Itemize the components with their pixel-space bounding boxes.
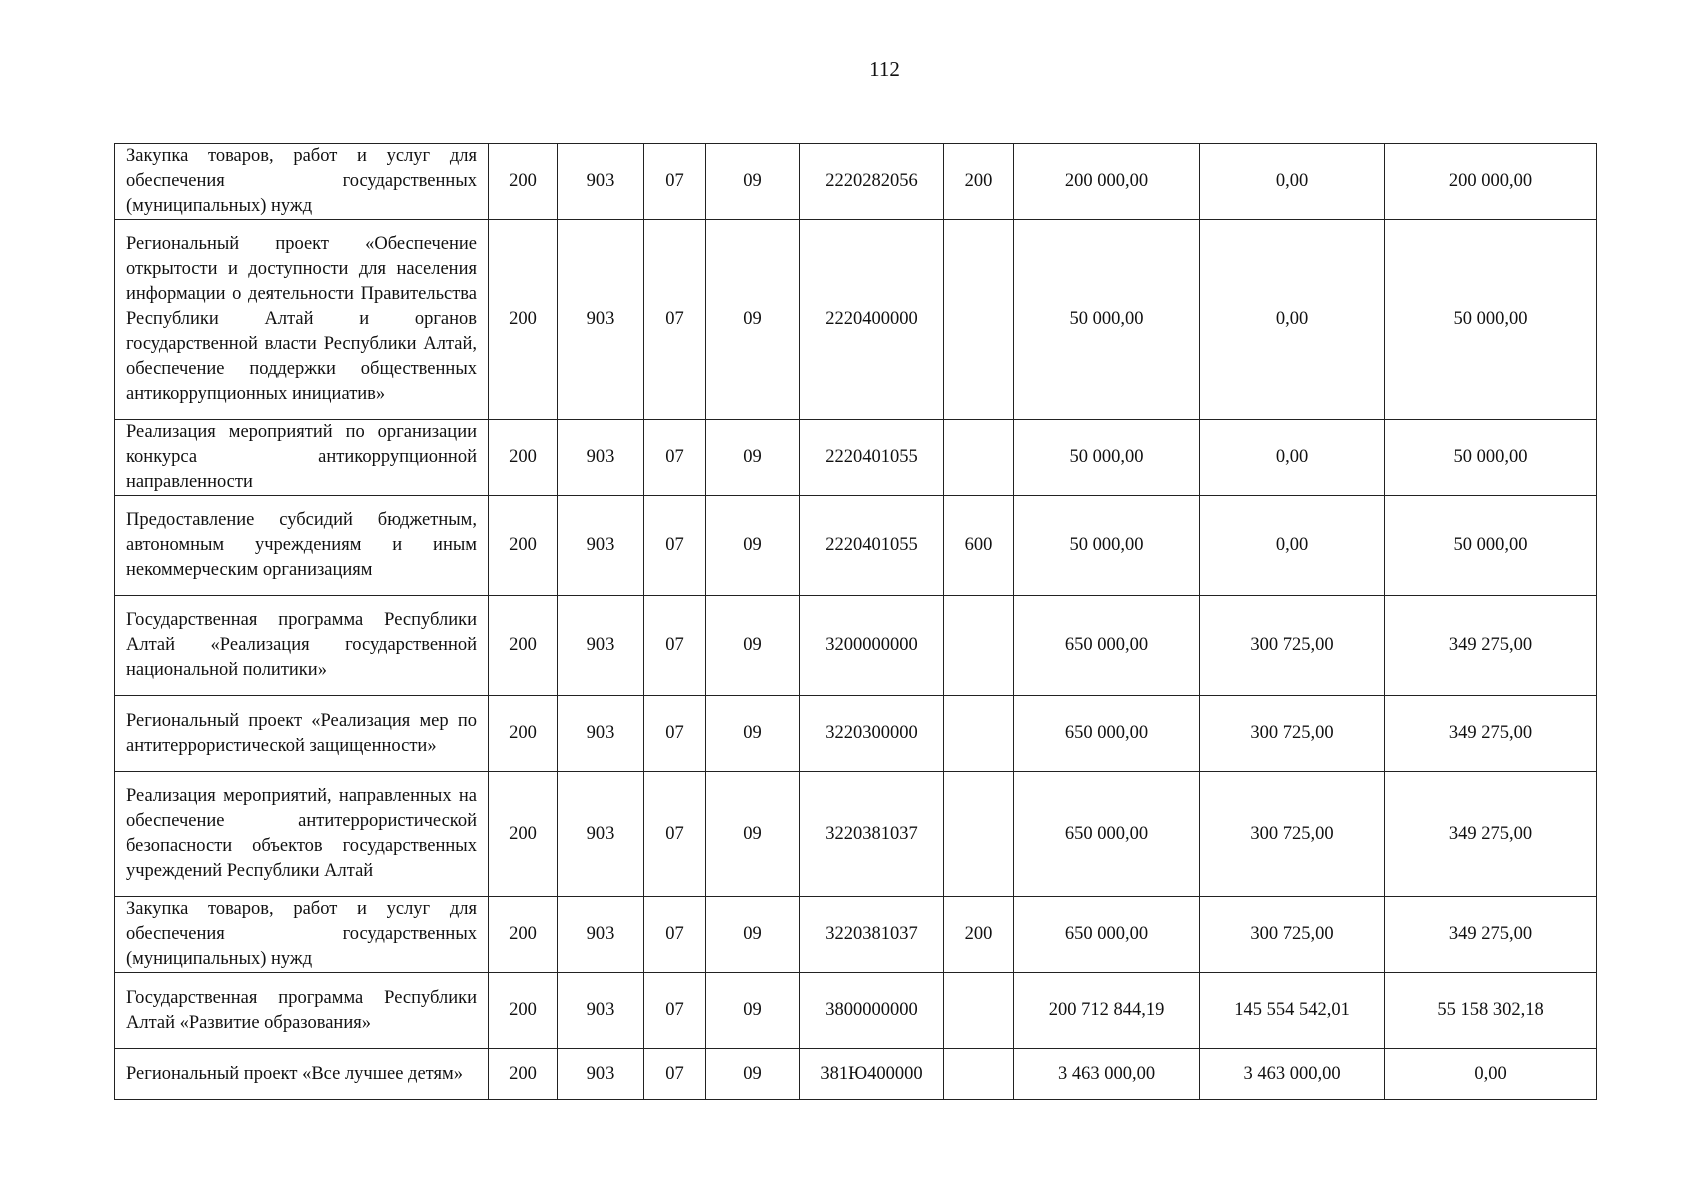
amount-3-cell: 50 000,00 xyxy=(1385,420,1597,496)
amount-2-cell: 0,00 xyxy=(1200,220,1385,420)
row-name-cell: Закупка товаров, работ и услуг для обеспечения государственных (муниципальных) нужд xyxy=(115,144,489,220)
expense-type-cell xyxy=(944,220,1014,420)
section-cell: 07 xyxy=(644,220,706,420)
subsection-cell: 09 xyxy=(706,144,800,220)
target-article-cell: 3800000000 xyxy=(800,973,944,1049)
subsection-cell: 09 xyxy=(706,897,800,973)
row-name-cell: Реализация мероприятий по организации конкурса антикоррупционной направленности xyxy=(115,420,489,496)
code-cell: 200 xyxy=(489,596,558,696)
target-article-cell: 2220401055 xyxy=(800,420,944,496)
row-name-cell: Реализация мероприятий, направленных на обеспечение антитеррористической безопасности объектов государственных учреждений Республики Алтай xyxy=(115,772,489,897)
amount-3-cell: 55 158 302,18 xyxy=(1385,973,1597,1049)
subsection-cell: 09 xyxy=(706,1049,800,1100)
amount-3-cell: 349 275,00 xyxy=(1385,696,1597,772)
target-article-cell: 3220381037 xyxy=(800,772,944,897)
code-cell: 200 xyxy=(489,144,558,220)
expense-type-cell xyxy=(944,1049,1014,1100)
section-cell: 07 xyxy=(644,596,706,696)
code-cell: 200 xyxy=(489,220,558,420)
subsection-cell: 09 xyxy=(706,596,800,696)
section-cell: 07 xyxy=(644,144,706,220)
row-name-cell: Государственная программа Республики Алтай «Реализация государственной национальной политики» xyxy=(115,596,489,696)
amount-3-cell: 349 275,00 xyxy=(1385,772,1597,897)
ministry-code-cell: 903 xyxy=(558,897,644,973)
code-cell: 200 xyxy=(489,772,558,897)
target-article-cell: 2220401055 xyxy=(800,496,944,596)
amount-cell: 650 000,00 xyxy=(1014,596,1200,696)
amount-3-cell: 349 275,00 xyxy=(1385,897,1597,973)
amount-3-cell: 0,00 xyxy=(1385,1049,1597,1100)
code-cell: 200 xyxy=(489,496,558,596)
target-article-cell: 2220282056 xyxy=(800,144,944,220)
section-cell: 07 xyxy=(644,696,706,772)
amount-2-cell: 300 725,00 xyxy=(1200,596,1385,696)
amount-cell: 650 000,00 xyxy=(1014,772,1200,897)
section-cell: 07 xyxy=(644,772,706,897)
target-article-cell: 3220300000 xyxy=(800,696,944,772)
subsection-cell: 09 xyxy=(706,420,800,496)
amount-cell: 3 463 000,00 xyxy=(1014,1049,1200,1100)
expense-type-cell: 200 xyxy=(944,144,1014,220)
ministry-code-cell: 903 xyxy=(558,772,644,897)
amount-cell: 200 712 844,19 xyxy=(1014,973,1200,1049)
budget-table xyxy=(114,143,1597,1100)
expense-type-cell xyxy=(944,973,1014,1049)
ministry-code-cell: 903 xyxy=(558,973,644,1049)
ministry-code-cell: 903 xyxy=(558,144,644,220)
table-row xyxy=(115,897,1597,973)
amount-2-cell: 3 463 000,00 xyxy=(1200,1049,1385,1100)
amount-3-cell: 50 000,00 xyxy=(1385,496,1597,596)
target-article-cell: 3200000000 xyxy=(800,596,944,696)
amount-2-cell: 300 725,00 xyxy=(1200,772,1385,897)
code-cell: 200 xyxy=(489,897,558,973)
table-row xyxy=(115,973,1597,1049)
table-row xyxy=(115,144,1597,220)
code-cell: 200 xyxy=(489,420,558,496)
table-row xyxy=(115,1049,1597,1100)
section-cell: 07 xyxy=(644,973,706,1049)
expense-type-cell: 200 xyxy=(944,897,1014,973)
table-row xyxy=(115,596,1597,696)
expense-type-cell xyxy=(944,420,1014,496)
ministry-code-cell: 903 xyxy=(558,1049,644,1100)
amount-3-cell: 349 275,00 xyxy=(1385,596,1597,696)
amount-cell: 200 000,00 xyxy=(1014,144,1200,220)
table-row xyxy=(115,220,1597,420)
amount-cell: 50 000,00 xyxy=(1014,420,1200,496)
row-name-cell: Закупка товаров, работ и услуг для обеспечения государственных (муниципальных) нужд xyxy=(115,897,489,973)
section-cell: 07 xyxy=(644,897,706,973)
ministry-code-cell: 903 xyxy=(558,420,644,496)
amount-2-cell: 300 725,00 xyxy=(1200,897,1385,973)
expense-type-cell xyxy=(944,772,1014,897)
expense-type-cell: 600 xyxy=(944,496,1014,596)
row-name-cell: Региональный проект «Реализация мер по антитеррористической защищенности» xyxy=(115,696,489,772)
table-row xyxy=(115,696,1597,772)
section-cell: 07 xyxy=(644,496,706,596)
amount-cell: 650 000,00 xyxy=(1014,897,1200,973)
amount-2-cell: 0,00 xyxy=(1200,496,1385,596)
amount-3-cell: 200 000,00 xyxy=(1385,144,1597,220)
row-name-cell: Региональный проект «Обеспечение открытости и доступности для населения информации о деятельности Правительства Республики Алтай и органов государственной власти Республики Алтай, обеспечение поддержки общественных антикоррупционных инициатив» xyxy=(115,220,489,420)
code-cell: 200 xyxy=(489,1049,558,1100)
ministry-code-cell: 903 xyxy=(558,696,644,772)
row-name-cell: Предоставление субсидий бюджетным, автономным учреждениям и иным некоммерческим организациям xyxy=(115,496,489,596)
row-name-cell: Государственная программа Республики Алтай «Развитие образования» xyxy=(115,973,489,1049)
subsection-cell: 09 xyxy=(706,973,800,1049)
amount-2-cell: 300 725,00 xyxy=(1200,696,1385,772)
amount-2-cell: 0,00 xyxy=(1200,420,1385,496)
amount-cell: 650 000,00 xyxy=(1014,696,1200,772)
ministry-code-cell: 903 xyxy=(558,220,644,420)
amount-3-cell: 50 000,00 xyxy=(1385,220,1597,420)
table-row xyxy=(115,772,1597,897)
code-cell: 200 xyxy=(489,973,558,1049)
ministry-code-cell: 903 xyxy=(558,596,644,696)
amount-cell: 50 000,00 xyxy=(1014,220,1200,420)
table-body xyxy=(115,144,1597,1100)
subsection-cell: 09 xyxy=(706,696,800,772)
amount-2-cell: 0,00 xyxy=(1200,144,1385,220)
expense-type-cell xyxy=(944,696,1014,772)
table-row xyxy=(115,420,1597,496)
subsection-cell: 09 xyxy=(706,220,800,420)
amount-cell: 50 000,00 xyxy=(1014,496,1200,596)
target-article-cell: 2220400000 xyxy=(800,220,944,420)
expense-type-cell xyxy=(944,596,1014,696)
table-row xyxy=(115,496,1597,596)
section-cell: 07 xyxy=(644,1049,706,1100)
row-name-cell: Региональный проект «Все лучшее детям» xyxy=(115,1049,489,1100)
target-article-cell: 381Ю400000 xyxy=(800,1049,944,1100)
subsection-cell: 09 xyxy=(706,496,800,596)
section-cell: 07 xyxy=(644,420,706,496)
page-number: 112 xyxy=(869,57,900,81)
ministry-code-cell: 903 xyxy=(558,496,644,596)
subsection-cell: 09 xyxy=(706,772,800,897)
target-article-cell: 3220381037 xyxy=(800,897,944,973)
code-cell: 200 xyxy=(489,696,558,772)
amount-2-cell: 145 554 542,01 xyxy=(1200,973,1385,1049)
